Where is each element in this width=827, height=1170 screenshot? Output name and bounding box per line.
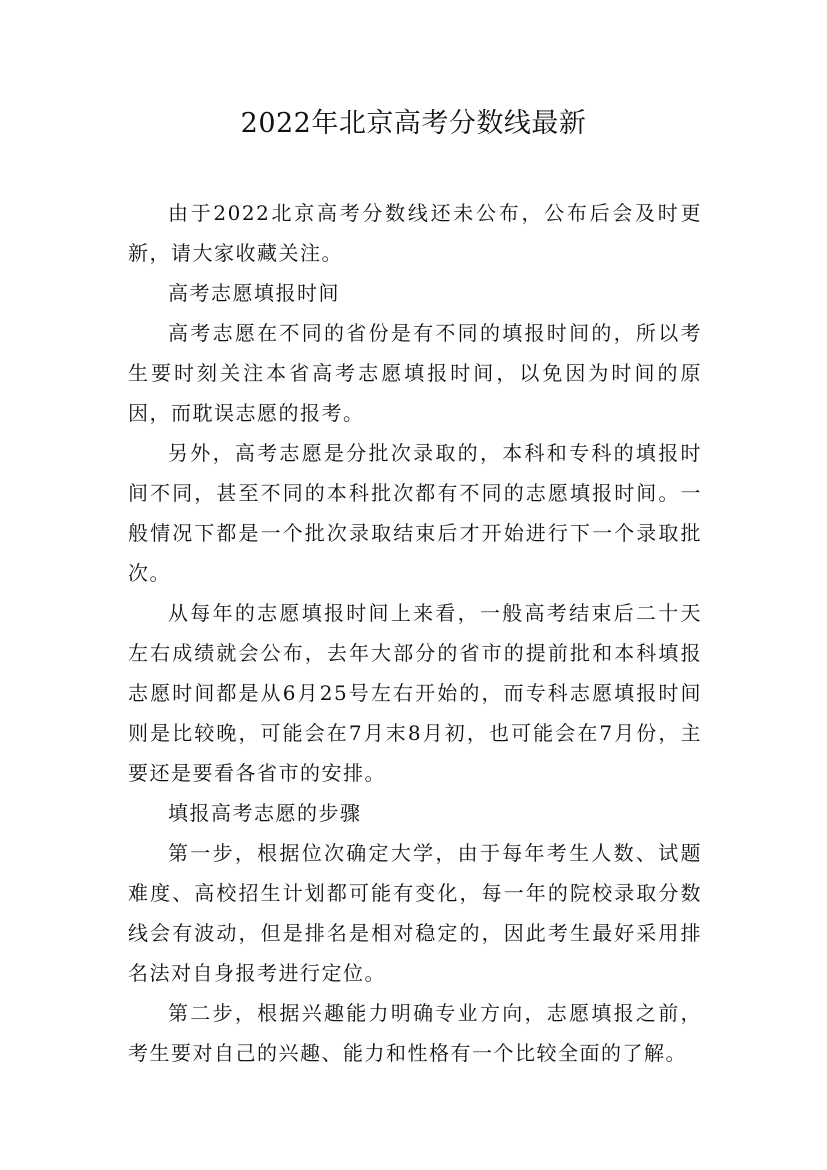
heading-steps: 填报高考志愿的步骤	[168, 801, 362, 825]
paragraph-timeline: 从每年的志愿填报时间上来看，一般高考结束后二十天左右成绩就会公布，去年大部分的省市的提前批和本科填报志愿时间都是从6月25号左右开始的，而专科志愿填报时间则是比较晚，可能会在7月末8月初，也可能会在7月份，主要还是要看各省市的安排。	[128, 601, 702, 785]
heading-application-time: 高考志愿填报时间	[168, 281, 340, 305]
paragraph-intro: 由于2022北京高考分数线还未公布，公布后会及时更新，请大家收藏关注。	[128, 201, 702, 265]
document-body	[128, 193, 702, 1073]
paragraph-step-one: 第一步，根据位次确定大学，由于每年考生人数、试题难度、高校招生计划都可能有变化，每一年的院校录取分数线会有波动，但是排名是相对稳定的，因此考生最好采用排名法对自身报考进行定位。	[128, 841, 702, 985]
document-title: 2022年北京高考分数线最新	[240, 108, 587, 139]
paragraph-provinces: 高考志愿在不同的省份是有不同的填报时间的，所以考生要时刻关注本省高考志愿填报时间，以免因为时间的原因，而耽误志愿的报考。	[128, 321, 702, 425]
paragraph-batches: 另外，高考志愿是分批次录取的，本科和专科的填报时间不同，甚至不同的本科批次都有不同的志愿填报时间。一般情况下都是一个批次录取结束后才开始进行下一个录取批次。	[128, 441, 702, 585]
paragraph-step-two: 第二步，根据兴趣能力明确专业方向，志愿填报之前，考生要对自己的兴趣、能力和性格有一个比较全面的了解。	[128, 1001, 702, 1065]
